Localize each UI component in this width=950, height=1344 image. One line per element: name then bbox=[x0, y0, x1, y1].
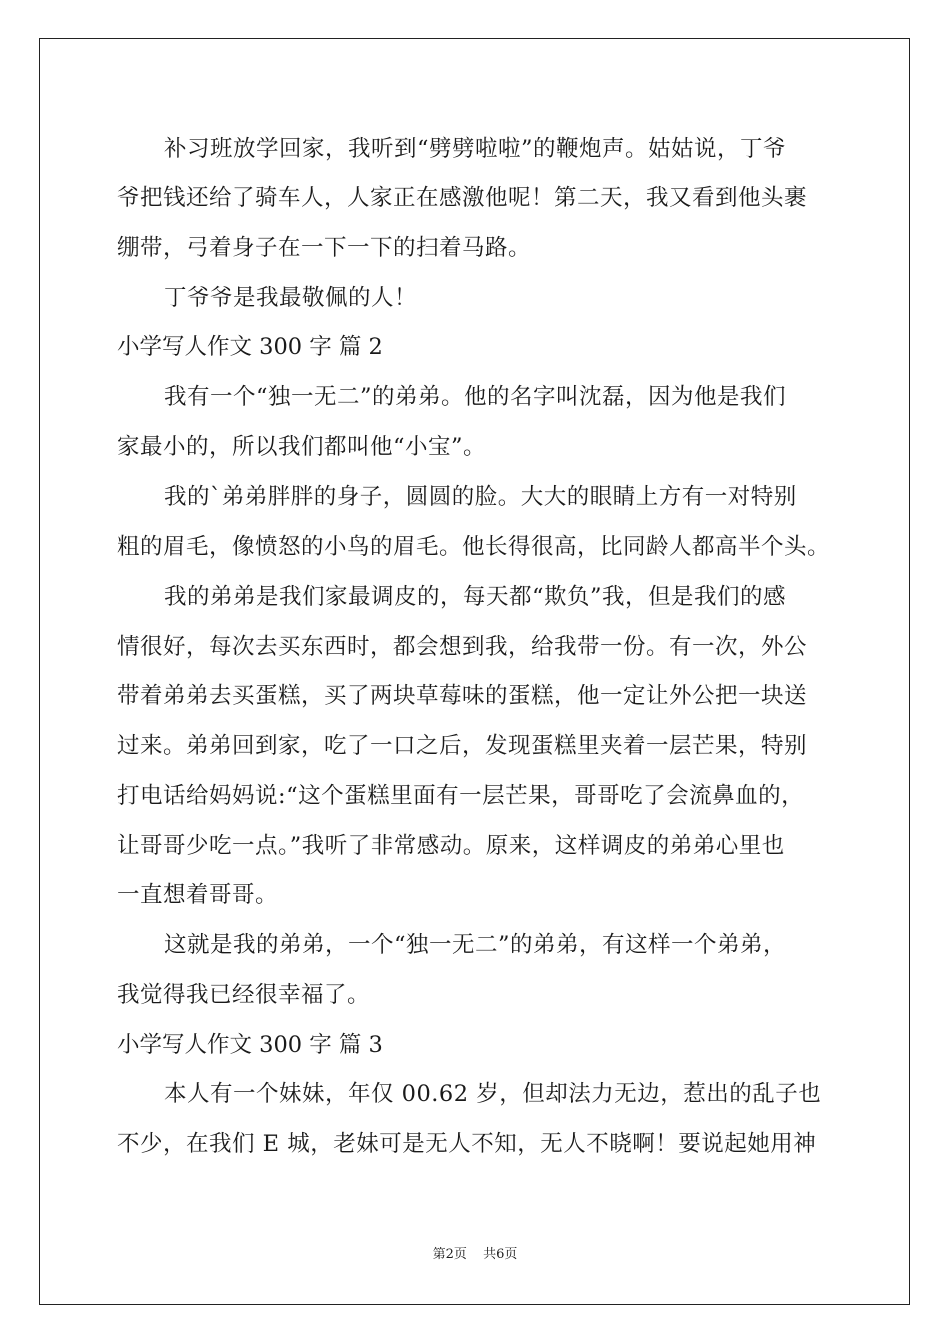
section-heading: 小学写人作文 300 字 篇 3 bbox=[117, 1032, 383, 1058]
paragraph-line: 让哥哥少吃一点。”我听了非常感动。原来，这样调皮的弟弟心里也 bbox=[117, 833, 785, 859]
paragraph-line: 打电话给妈妈说:“这个蛋糕里面有一层芒果，哥哥吃了会流鼻血的， bbox=[117, 783, 805, 809]
page-footer bbox=[0, 1246, 950, 1264]
paragraph-line: 不少，在我们 E 城，老妹可是无人不知，无人不晓啊！要说起她用神 bbox=[117, 1131, 817, 1157]
paragraph-line: 一直想着哥哥。 bbox=[117, 882, 279, 908]
paragraph-line: 我觉得我已经很幸福了。 bbox=[117, 982, 371, 1008]
paragraph-line: 我有一个“独一无二”的弟弟。他的名字叫沈磊，因为他是我们 bbox=[164, 384, 787, 410]
paragraph-line: 爷把钱还给了骑车人，人家正在感激他呢！第二天，我又看到他头裹 bbox=[117, 185, 808, 211]
page-number: 第2页 bbox=[432, 1247, 467, 1262]
paragraph-line: 过来。弟弟回到家，吃了一口之后，发现蛋糕里夹着一层芒果，特别 bbox=[117, 733, 808, 759]
paragraph-line: 补习班放学回家，我听到“劈劈啦啦”的鞭炮声。姑姑说，丁爷 bbox=[164, 136, 787, 162]
paragraph-line: 粗的眉毛，像愤怒的小鸟的眉毛。他长得很高，比同龄人都高半个头。 bbox=[117, 534, 831, 560]
paragraph-line: 情很好，每次去买东西时，都会想到我，给我带一份。有一次，外公 bbox=[117, 634, 808, 660]
page-total: 共6页 bbox=[483, 1247, 518, 1262]
page-border bbox=[39, 38, 910, 1305]
paragraph-line: 带着弟弟去买蛋糕，买了两块草莓味的蛋糕，他一定让外公把一块送 bbox=[117, 683, 808, 709]
paragraph-line: 我的`弟弟胖胖的身子，圆圆的脸。大大的眼睛上方有一对特别 bbox=[164, 484, 797, 510]
paragraph-line: 我的弟弟是我们家最调皮的，每天都“欺负”我，但是我们的感 bbox=[164, 584, 787, 610]
paragraph-line: 丁爷爷是我最敬佩的人！ bbox=[164, 285, 418, 311]
paragraph-line: 本人有一个妹妹，年仅 00.62 岁，但却法力无边，惹出的乱子也 bbox=[164, 1081, 822, 1107]
section-heading: 小学写人作文 300 字 篇 2 bbox=[117, 334, 383, 360]
paragraph-line: 这就是我的弟弟，一个“独一无二”的弟弟，有这样一个弟弟， bbox=[164, 932, 787, 958]
paragraph-line: 绷带，弓着身子在一下一下的扫着马路。 bbox=[117, 235, 532, 261]
paragraph-line: 家最小的，所以我们都叫他“小宝”。 bbox=[117, 434, 487, 460]
